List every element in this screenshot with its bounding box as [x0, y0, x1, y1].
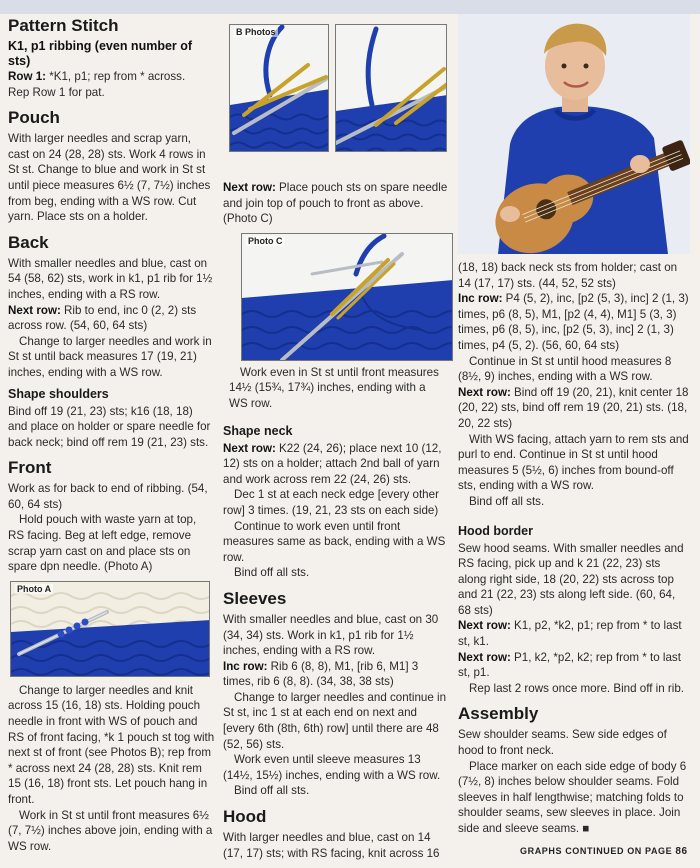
front-text-3: Change to larger needles and knit across 15 (16, 18) sts. Holding pouch needle in front with WS of pouch and RS of front facing, *k 1 pouch st tog with next st of front (see Photos B); rep from * across next 24 (28, 28) sts. Knit rem 15 (16, 18) front sts. Let pouch hang in front.: [8, 683, 215, 806]
sleeves-text-5: Bind off all sts.: [234, 784, 310, 798]
border-next-text-2: P1, k2, *p2, k2; rep from * to last st, p1.: [458, 650, 681, 680]
boy-guitar-photo: [458, 14, 690, 254]
ribbing-subheading: K1, p1 ribbing (even number of sts): [8, 39, 193, 68]
hood-inc-row: [458, 291, 690, 353]
back-next-row: [8, 303, 215, 334]
border-next-row-2: [458, 650, 690, 681]
back-text-1: With smaller needles and blue, cast on 54 (58, 62) sts, work in k1, p1 rib for 1½ inches, ending with a RS row.: [8, 256, 213, 301]
photo-c: [241, 233, 453, 361]
photo-c-image: [242, 234, 453, 361]
sleeves-inc-label: Inc row:: [223, 659, 268, 673]
column-1: [8, 14, 215, 854]
neck-text-4: Bind off all sts.: [234, 566, 310, 580]
photo-c-caption: Work even in St st until front measures 14½ (15¾, 17¾) inches, ending with a WS row.: [229, 365, 439, 410]
page-footer: [520, 846, 688, 857]
photo-a-label: Photo A: [17, 583, 52, 594]
front-heading: Front: [8, 458, 52, 478]
neck-next-text: K22 (24, 26); place next 10 (12, 12) sts on a holder; attach 2nd ball of yarn and work across rem 22 (24, 26) sts.: [223, 441, 442, 486]
join-next-text: Place pouch sts on spare needle and join top of pouch to front as above. (Photo C): [223, 181, 448, 226]
back-text-3: Change to larger needles and work in St st until back measures 17 (19, 21) inches, ending with a WS row.: [8, 334, 212, 379]
assembly-text-1: Sew shoulder seams. Sew side edges of hood to front neck.: [458, 728, 667, 758]
hood-text-5: With WS facing, attach yarn to rem sts and purl to end. Continue in St st until hood measures 5 (5½, 6) inches from bound-off sts, ending with a WS row.: [458, 432, 689, 493]
neck-next-row: [223, 441, 451, 488]
footer-page-number: 86: [675, 846, 688, 857]
hood-next-text: Bind off 19 (20, 21), knit center 18 (20, 22) sts, bind off rem 19 (20, 21) sts. (18, 20, 22 sts): [458, 385, 689, 430]
hood-border-heading: Hood border: [458, 523, 533, 538]
sleeves-inc-text: Rib 6 (8, 8), M1, [rib 6, M1] 3 times, rib 6 (8, 8). (34, 38, 38 sts): [223, 659, 419, 689]
top-band: [0, 0, 700, 14]
hood-next-label: Next row:: [458, 385, 511, 399]
column-3: [458, 14, 690, 837]
row1-instruction: [8, 69, 215, 85]
photo-b-label: B Photos: [236, 27, 276, 37]
neck-next-label: Next row:: [223, 441, 276, 455]
pouch-text: With larger needles and scrap yarn, cast on 24 (28, 28) sts. Work 4 rows in St st. Change to blue and work in St st until piece measures 6½ (7, 7½) inches from beg, ending with a WS row. Cut yarn. Place sts on a holder.: [8, 132, 211, 224]
sleeves-text-3: Change to larger needles and continue in St st, inc 1 st at each end on next and [every 6th (8th, 6th) row] until there are 48 (52, 56) sts.: [223, 690, 447, 751]
boy-guitar-image: [458, 14, 690, 254]
photo-b-right-image: [336, 25, 447, 152]
border-next-row-1: [458, 618, 690, 649]
photo-a-image: [11, 582, 210, 677]
column-2: [223, 14, 451, 861]
front-text-4: Work in St st until front measures 6½ (7, 7½) inches above join, ending with a WS row.: [8, 808, 213, 853]
photos-b: [223, 14, 451, 174]
back-heading: Back: [8, 232, 49, 252]
join-next-label: Next row:: [223, 181, 276, 194]
photo-b-right: [335, 24, 447, 152]
photo-b-left-image: [230, 25, 329, 152]
hood-inc-label: Inc row:: [458, 292, 503, 306]
hood-next-row: [458, 385, 690, 432]
assembly-text-2: Place marker on each side edge of body 6 (7½, 8) inches below shoulder seams. Fold sleeves in half lengthwise; matching folds to shoulder seams, sew sleeves in place. Join side and sleeve seams. ■: [458, 759, 687, 835]
hood-text-6: Bind off all sts.: [469, 494, 545, 508]
shoulders-text: Bind off 19 (21, 23) sts; k16 (18, 18) and place on holder or spare needle for back neck; bind off rem 19 (21, 23) sts.: [8, 404, 211, 449]
photo-c-label: Photo C: [248, 235, 283, 246]
hood-inc-text: P4 (5, 2), inc, [p2 (5, 3), inc] 2 (1, 3) times, p6 (8, 5), M1, [p2 (4, 4), M1] 5 (3, 3) times, p6 (8, 5), inc, [p2 (5, 3), inc] 2 (1, 3) times, p4 (5, 2). (56, 60, 64 sts): [458, 292, 689, 352]
sleeves-text-1: With smaller needles and blue, cast on 30 (34, 34) sts. Work in k1, p1 rib for 1½ inches, ending with a RS row.: [223, 612, 439, 658]
footer-text: GRAPHS CONTINUED ON PAGE: [520, 846, 673, 856]
front-text-1: Work as for back to end of ribbing. (54, 60, 64 sts): [8, 482, 208, 511]
hood-text-cont: (18, 18) back neck sts from holder; cast on 14 (17, 17) sts. (44, 52, 52 sts): [458, 261, 678, 290]
sleeves-text-4: Work even until sleeve measures 13 (14½, 15½) inches, ending with a WS row.: [223, 753, 441, 782]
pattern-stitch-heading: Pattern Stitch: [8, 16, 119, 35]
sleeves-inc-row: [223, 659, 451, 690]
photo-a: [10, 581, 210, 677]
row1-label: Row 1:: [8, 70, 47, 83]
hood-text-1: With larger needles and blue, cast on 14 (17, 17) sts; with RS facing, knit across 16: [223, 831, 440, 860]
border-next-text-1: K1, p2, *k2, p1; rep from * to last st, k1.: [458, 619, 682, 649]
join-next-row: [223, 180, 451, 227]
front-text-2: Hold pouch with waste yarn at top, RS facing. Beg at left edge, remove scrap yarn cast on and place sts on spare dpn needle. (Photo A): [8, 513, 197, 574]
neck-text-2: Dec 1 st at each neck edge [every other row] 3 times. (19, 21, 23 sts on each side): [223, 488, 439, 517]
assembly-heading: Assembly: [458, 704, 539, 724]
shape-neck-heading: Shape neck: [223, 423, 293, 438]
hood-heading: Hood: [223, 807, 267, 827]
neck-text-3: Continue to work even until front measures same as back, ending with a WS row.: [223, 519, 446, 564]
border-text-1: Sew hood seams. With smaller needles and RS facing, pick up and k 21 (22, 23) sts along right side, 18 (20, 22) sts across top and 21 (22, 23) sts along left side. (60, 64, 68 sts): [458, 541, 684, 617]
repeat-instruction: Rep Row 1 for pat.: [8, 85, 105, 99]
border-next-label-1: Next row:: [458, 619, 511, 633]
border-next-label-2: Next row:: [458, 650, 511, 664]
pouch-heading: Pouch: [8, 108, 60, 128]
back-next-text: Rib to end, inc 0 (2, 2) sts across row. (54, 60, 64 sts): [8, 303, 197, 333]
shape-shoulders-heading: Shape shoulders: [8, 386, 109, 401]
border-text-4: Rep last 2 rows once more. Bind off in rib.: [469, 681, 685, 695]
row1-text: *K1, p1; rep from * across.: [46, 70, 186, 83]
hood-text-3: Continue in St st until hood measures 8 (8½, 9) inches, ending with a WS row.: [458, 354, 672, 384]
sleeves-heading: Sleeves: [223, 588, 287, 608]
photo-b-left: [229, 24, 329, 152]
back-next-label: Next row:: [8, 303, 61, 317]
